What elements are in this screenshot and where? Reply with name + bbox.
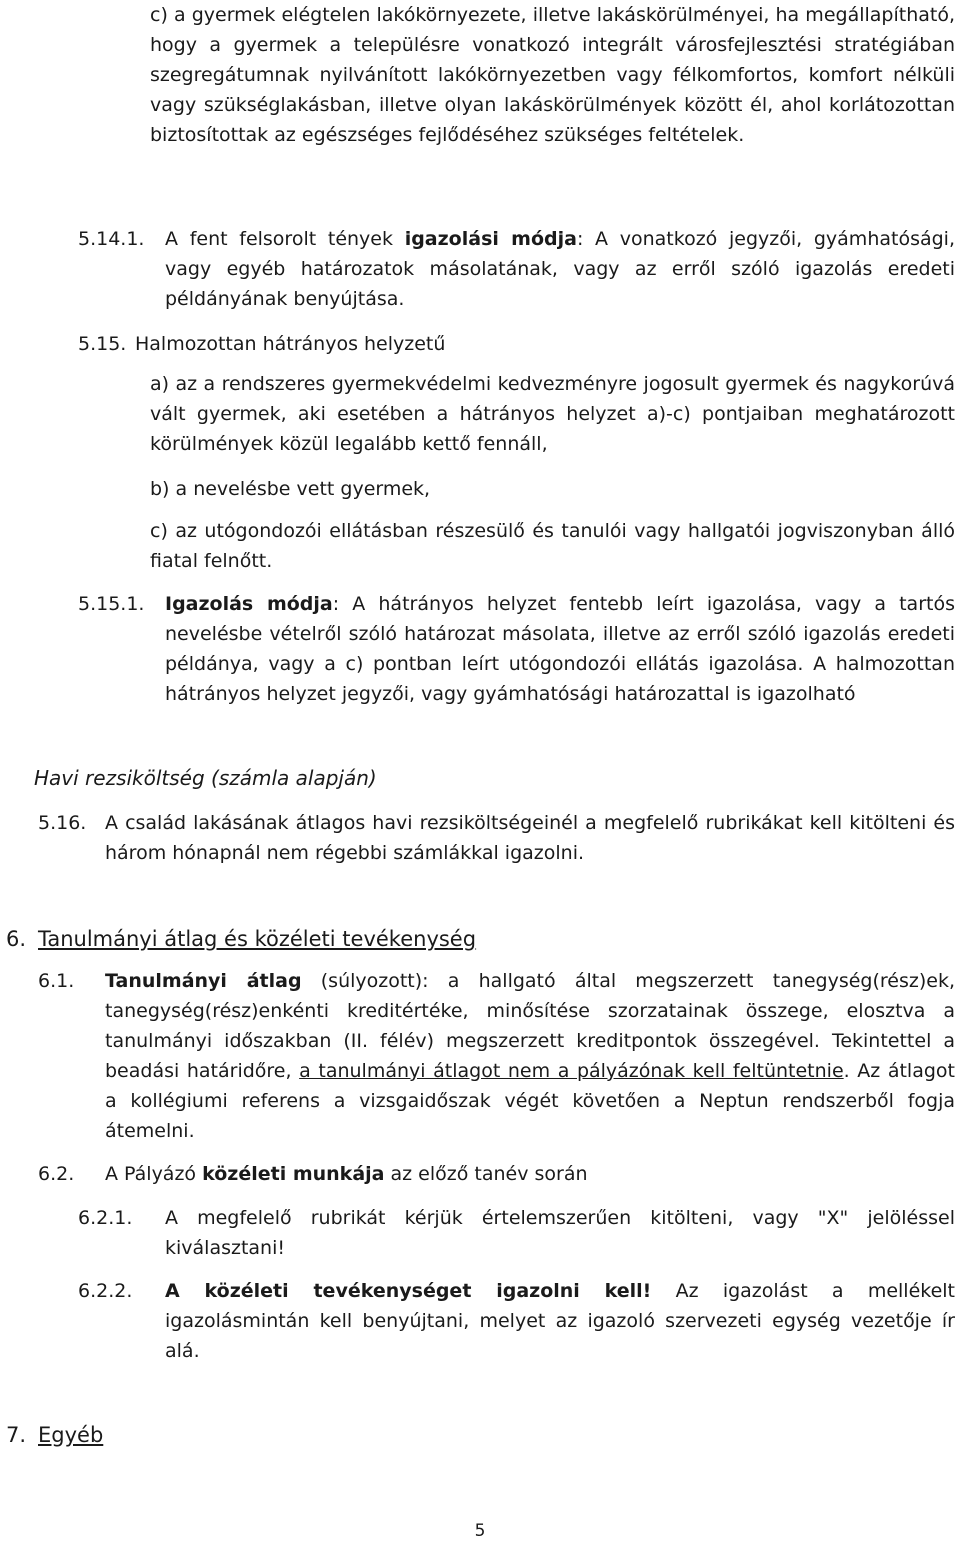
item-c-paragraph: c) a gyermek elégtelen lakókörnyezete, illetve lakáskörülményei, ha megállapítható, hogy a gyermek a településre vonatkozó integrált városfejlesztési stratégiában szegregátumnak nyilvánított lakókörnyezetben vagy félkomfortos, komfort nélküli vagy szükséglakásban, illetve olyan lakáskörülmények között él, ahol korlátozottan biztosítottak az egészséges fejlődéséhez szükséges feltételek. bbox=[150, 4, 955, 146]
text-part-1: (súlyozott): a hallgató által megszerzett tanegység(rész)ek, tanegység(rész)enkénti kreditértéke, minősítése szorzatainak összege, elosztva a tanulmányi időszakban (II. félév) megszerzett kreditpontok összegével. Tekintettel a beadási határidőre, bbox=[105, 970, 955, 1082]
bold-term: Tanulmányi átlag bbox=[105, 970, 302, 992]
underlined-text: a tanulmányi átlagot nem a pályázónak kell feltüntetnie bbox=[299, 1060, 844, 1082]
section-6-1-text bbox=[105, 966, 955, 1146]
list-item-c: c) az utógondozói ellátásban részesülő és tanulói vagy hallgatói jogviszonyban álló fiatal felnőtt. bbox=[150, 520, 955, 572]
section-number-5-16: 5.16. bbox=[38, 812, 87, 834]
section-7-title-text: Egyéb bbox=[38, 1423, 104, 1447]
bold-term: A közéleti tevékenységet igazolni kell! bbox=[165, 1280, 652, 1302]
section-number-5-15-1: 5.15.1. bbox=[78, 593, 145, 615]
section-6-2-text bbox=[105, 1159, 955, 1189]
section-5-15-1-text bbox=[165, 589, 955, 709]
section-number-6: 6. bbox=[6, 927, 27, 951]
section-number-7: 7. bbox=[6, 1423, 27, 1447]
havi-rezsikoltseg-heading: Havi rezsiköltség (számla alapján) bbox=[34, 766, 377, 790]
section-number-5-15: 5.15. bbox=[78, 333, 127, 355]
section-number-6-2-1: 6.2.1. bbox=[78, 1207, 133, 1229]
section-7-title bbox=[38, 1420, 103, 1450]
section-number-6-1: 6.1. bbox=[38, 970, 75, 992]
bold-term: közéleti munkája bbox=[202, 1163, 385, 1185]
text-rest: az előző tanév során bbox=[384, 1163, 588, 1185]
section-number-5-14-1: 5.14.1. bbox=[78, 228, 145, 250]
section-number-6-2-2: 6.2.2. bbox=[78, 1280, 133, 1302]
text-part-2: . Az átlagot a kollégiumi referens a vizsgaidőszak végét követően a Neptun rendszerből fogja átemelni. bbox=[105, 1060, 955, 1142]
section-number-6-2: 6.2. bbox=[38, 1163, 75, 1185]
text-rest: Az igazolást a mellékelt igazolásmintán kell benyújtani, melyet az igazoló szervezeti egység vezetője ír alá. bbox=[165, 1280, 956, 1362]
text-lead: A Pályázó bbox=[105, 1163, 203, 1185]
section-5-14-1-text bbox=[165, 224, 955, 314]
list-item-b: b) a nevelésbe vett gyermek, bbox=[150, 478, 431, 500]
section-6-title-text: Tanulmányi átlag és közéleti tevékenység bbox=[38, 927, 477, 951]
list-item-a: a) az a rendszeres gyermekvédelmi kedvezményre jogosult gyermek és nagykorúvá vált gyermek, aki esetében a hátrányos helyzet a)-c) pontjaiban meghatározott körülmények közül legalább kettő fennáll, bbox=[150, 373, 955, 455]
section-6-2-2-text bbox=[165, 1276, 955, 1366]
bold-term: igazolási módja bbox=[404, 228, 577, 250]
page-number: 5 bbox=[474, 1521, 486, 1541]
text-lead: A fent felsorolt tények bbox=[165, 228, 405, 250]
section-5-16-text: A család lakásának átlagos havi rezsiköltségeinél a megfelelő rubrikákat kell kitölteni és három hónapnál nem régebbi számlákkal igazolni. bbox=[105, 812, 955, 864]
text-rest: : A hátrányos helyzet fentebb leírt igazolása, vagy a tartós nevelésbe vételről szóló határozat másolata, illetve az erről szóló igazolás eredeti példánya, vagy a c) pontban leírt utógondozói ellátás igazolása. A halmozottan hátrányos helyzet jegyzői, vagy gyámhatósági határozattal is igazolható bbox=[165, 593, 955, 705]
section-6-2-1-text: A megfelelő rubrikát kérjük értelemszerűen kitölteni, vagy "X" jelöléssel kiválasztani! bbox=[165, 1207, 955, 1259]
text-rest: : A vonatkozó jegyzői, gyámhatósági, vagy egyéb határozatok másolatának, vagy az erről szóló igazolás eredeti példányának benyújtása. bbox=[165, 228, 955, 310]
bold-term: Igazolás módja bbox=[165, 593, 333, 615]
section-6-title bbox=[38, 924, 476, 954]
section-5-15-title: Halmozottan hátrányos helyzetű bbox=[135, 333, 446, 355]
